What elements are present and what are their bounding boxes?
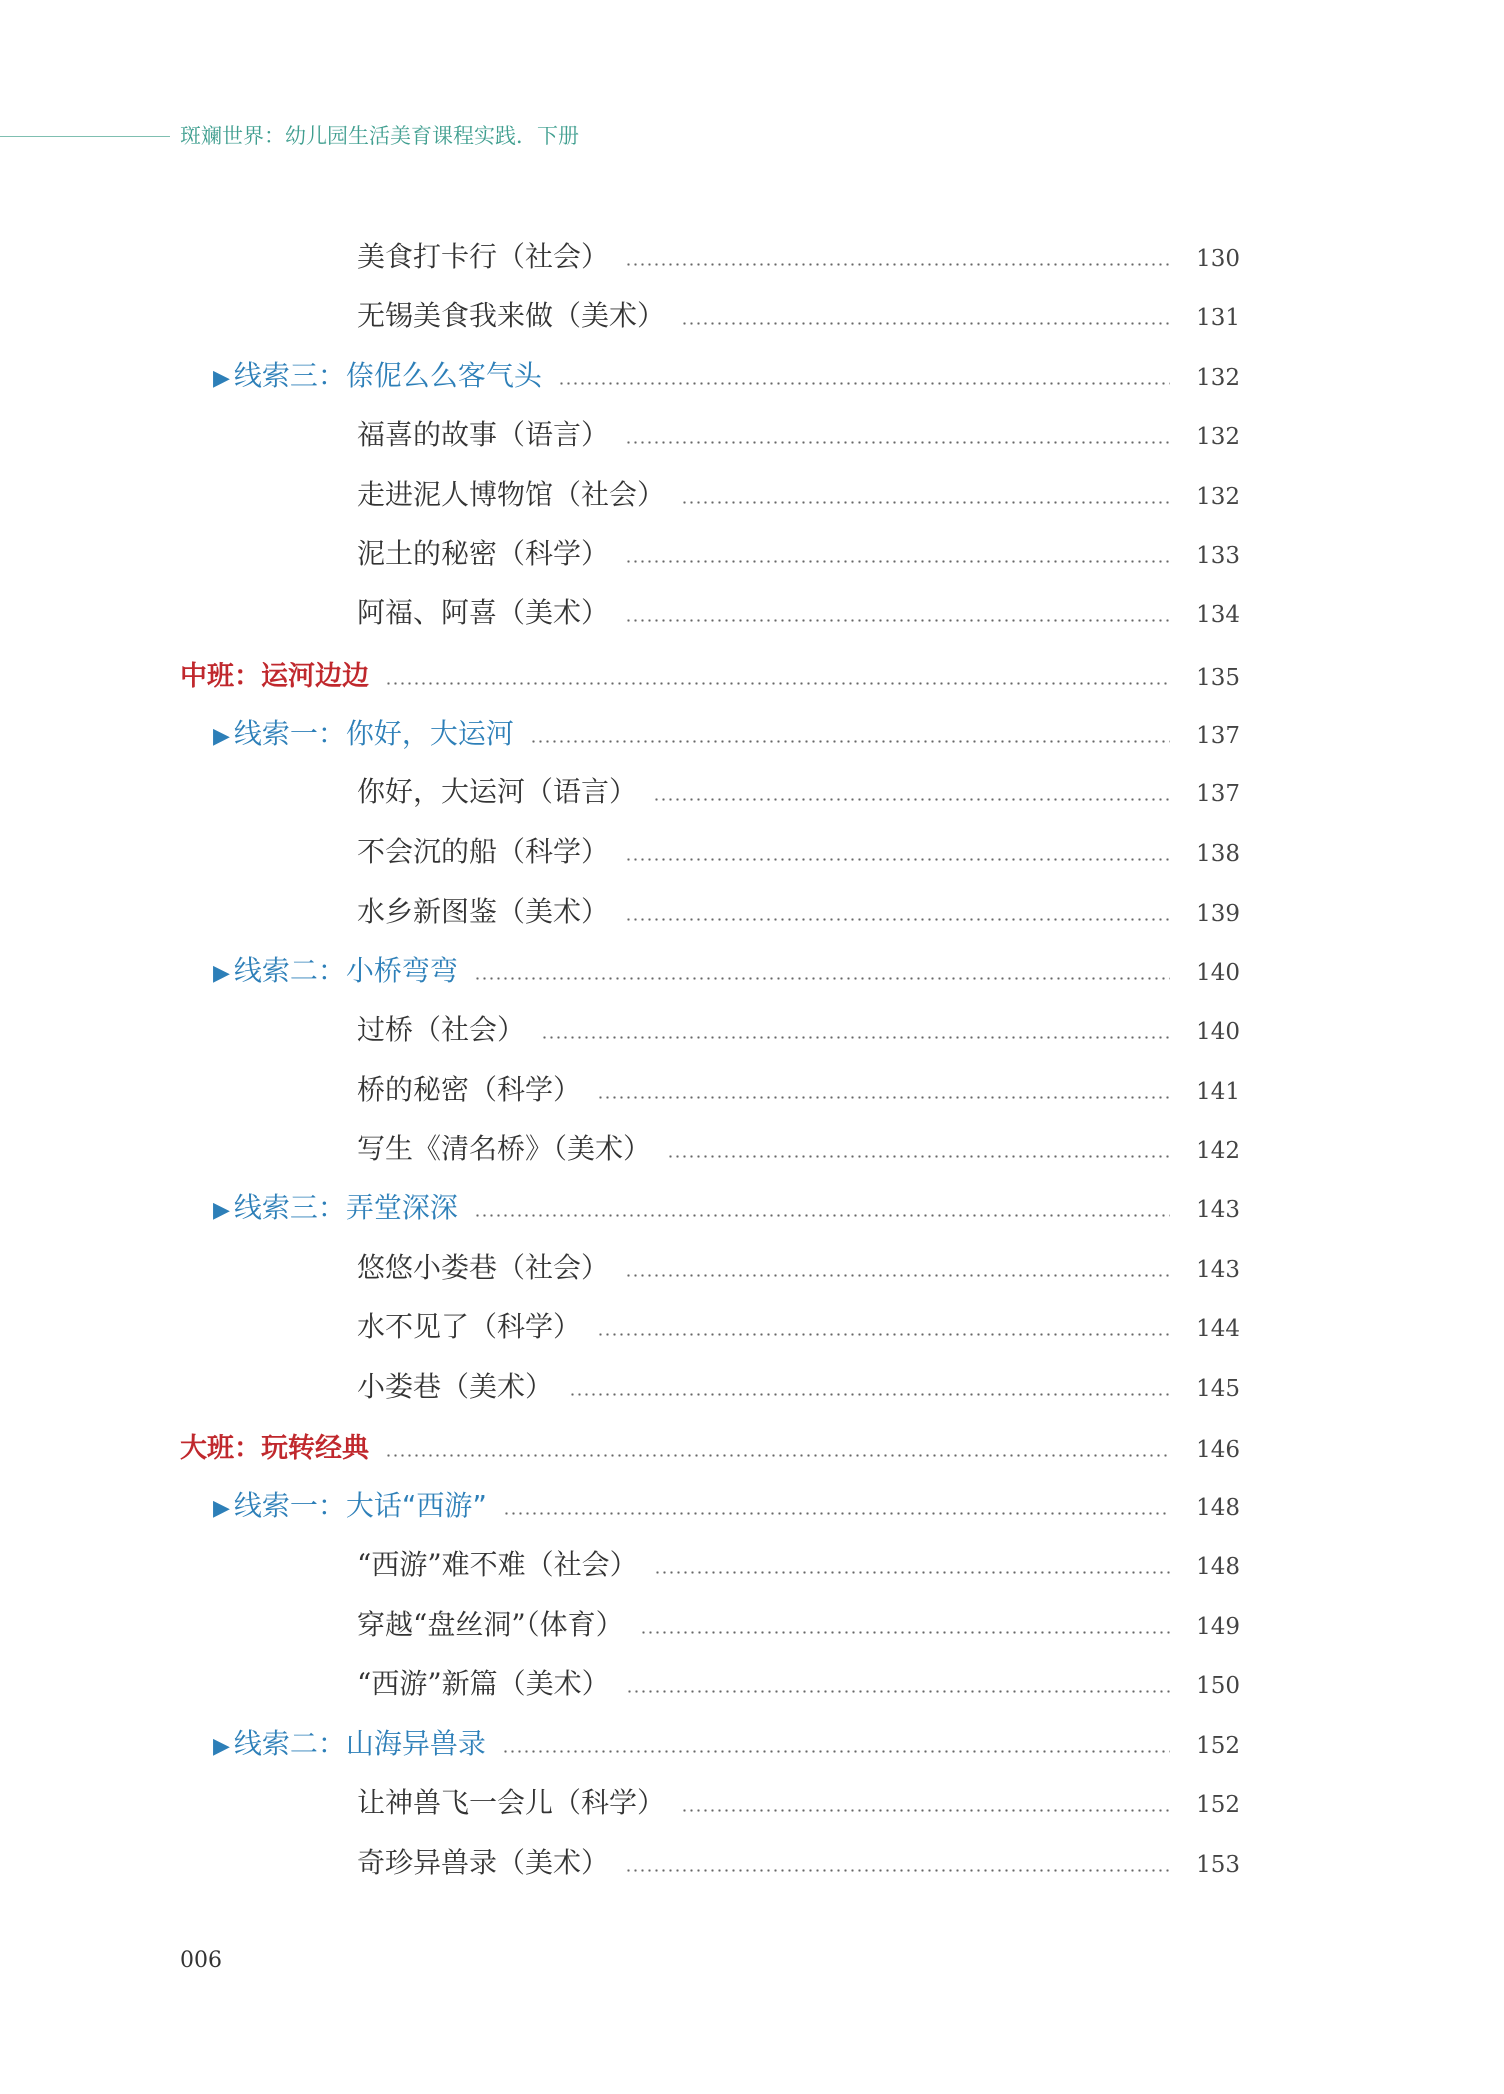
dot-leader: [681, 501, 1170, 504]
toc-entry-page: 143: [1196, 1257, 1240, 1283]
dot-leader: [474, 977, 1170, 980]
dot-leader: [385, 682, 1170, 685]
toc-thread-title: 线索一：你好，大运河: [233, 717, 514, 750]
toc-entry-title: 水不见了（科学）: [357, 1310, 582, 1343]
toc-entry[interactable]: [357, 1783, 1240, 1823]
dot-leader: [625, 441, 1170, 444]
triangle-marker-icon: ▶: [213, 1198, 230, 1223]
dot-leader: [569, 1393, 1170, 1396]
toc-entry-page: 150: [1196, 1673, 1240, 1699]
toc-entry-page: 143: [1196, 1197, 1240, 1223]
toc-entry[interactable]: [357, 1070, 1240, 1110]
triangle-marker-icon: ▶: [213, 1734, 230, 1759]
toc-entry-page: 148: [1196, 1554, 1240, 1580]
dot-leader: [654, 1571, 1170, 1574]
toc-entry-page: 137: [1196, 781, 1240, 807]
toc-entry-page: 134: [1196, 602, 1240, 628]
dot-leader: [625, 858, 1170, 861]
toc-entry-page: 140: [1196, 1019, 1240, 1045]
toc-entry[interactable]: [357, 1664, 1240, 1704]
toc-thread-title: 线索二：山海异兽录: [233, 1727, 486, 1760]
toc-entry[interactable]: [357, 1129, 1240, 1169]
dot-leader: [597, 1333, 1170, 1336]
toc-entry-title: 你好，大运河（语言）: [357, 775, 638, 808]
toc-entry[interactable]: [357, 1843, 1240, 1883]
toc-entry-title: 走进泥人博物馆（社会）: [357, 478, 666, 511]
toc-entry-page: 130: [1196, 246, 1240, 272]
toc-entry-title: 桥的秘密（科学）: [357, 1073, 582, 1106]
toc-entry[interactable]: [357, 772, 1240, 812]
toc-thread-title: 线索三：弄堂深深: [233, 1191, 458, 1224]
toc-entry-title: 写生《清名桥》（美术）: [357, 1132, 652, 1165]
toc-thread-heading[interactable]: [213, 714, 1240, 754]
dot-leader: [502, 1750, 1170, 1753]
toc-section-heading[interactable]: [180, 1429, 1240, 1469]
toc-entry-title: 过桥（社会）: [357, 1013, 526, 1046]
dot-leader: [503, 1512, 1170, 1515]
toc-entry-page: 140: [1196, 960, 1240, 986]
triangle-marker-icon: ▶: [213, 724, 230, 749]
toc-entry[interactable]: [357, 237, 1240, 277]
toc-entry-page: 148: [1196, 1495, 1240, 1521]
toc-entry-page: 141: [1196, 1079, 1240, 1105]
toc-entry-page: 132: [1196, 424, 1240, 450]
dot-leader: [625, 918, 1170, 921]
toc-entry[interactable]: [357, 593, 1240, 633]
toc-entry[interactable]: [357, 415, 1240, 455]
toc-entry-title: 美食打卡行（社会）: [357, 240, 610, 273]
toc-entry[interactable]: [357, 534, 1240, 574]
dot-leader: [653, 798, 1170, 801]
toc-thread-title: 线索一：大话“西游”: [233, 1489, 487, 1522]
toc-section-title: 中班：运河边边: [180, 661, 369, 692]
dot-leader: [625, 1869, 1170, 1872]
toc-entry-title: 水乡新图鉴（美术）: [357, 895, 610, 928]
toc-entry-title: 小娄巷（美术）: [357, 1370, 554, 1403]
dot-leader: [474, 1214, 1170, 1217]
toc-entry[interactable]: [357, 892, 1240, 932]
dot-leader: [681, 1809, 1170, 1812]
toc-entry[interactable]: [357, 1367, 1240, 1407]
toc-thread-title: 线索二：小桥弯弯: [233, 954, 458, 987]
toc-entry-page: 137: [1196, 723, 1240, 749]
toc-thread-heading[interactable]: [213, 1724, 1240, 1764]
toc-entry-title: 泥土的秘密（科学）: [357, 537, 610, 570]
dot-leader: [597, 1096, 1170, 1099]
toc-entry-page: 149: [1196, 1614, 1240, 1640]
toc-thread-heading[interactable]: [213, 1486, 1240, 1526]
toc-entry-title: 穿越“盘丝洞”（体育）: [357, 1608, 624, 1641]
toc-entry-page: 138: [1196, 841, 1240, 867]
toc-entry-page: 152: [1196, 1792, 1240, 1818]
toc-entry-title: 奇珍异兽录（美术）: [357, 1846, 610, 1879]
toc-entry-title: 阿福、阿喜（美术）: [357, 596, 610, 629]
toc-entry[interactable]: [357, 1545, 1240, 1585]
toc-entry-title: 悠悠小娄巷（社会）: [357, 1251, 610, 1284]
triangle-marker-icon: ▶: [213, 366, 230, 391]
toc-entry-title: 不会沉的船（科学）: [357, 835, 610, 868]
toc-entry-page: 153: [1196, 1852, 1240, 1878]
toc-entry-page: 142: [1196, 1138, 1240, 1164]
toc-entry[interactable]: [357, 1010, 1240, 1050]
toc-entry[interactable]: [357, 475, 1240, 515]
toc-thread-title: 线索三：倷伲么么客气头: [233, 359, 542, 392]
toc-entry-title: “西游”难不难（社会）: [357, 1548, 638, 1581]
toc-entry-page: 152: [1196, 1733, 1240, 1759]
toc-entry-page: 135: [1196, 665, 1240, 691]
toc-entry-page: 146: [1196, 1437, 1240, 1463]
toc-entry-title: “西游”新篇（美术）: [357, 1667, 610, 1700]
dot-leader: [667, 1155, 1170, 1158]
toc-entry-page: 132: [1196, 365, 1240, 391]
toc-thread-heading[interactable]: [213, 951, 1240, 991]
toc-thread-heading[interactable]: [213, 1188, 1240, 1228]
dot-leader: [625, 619, 1170, 622]
dot-leader: [625, 1274, 1170, 1277]
dot-leader: [385, 1454, 1170, 1457]
toc-entry-page: 133: [1196, 543, 1240, 569]
dot-leader: [681, 322, 1170, 325]
triangle-marker-icon: ▶: [213, 1496, 230, 1521]
dot-leader: [625, 560, 1170, 563]
toc-entry[interactable]: [357, 1605, 1240, 1645]
dot-leader: [640, 1631, 1170, 1634]
running-header: 斑斓世界：幼儿园生活美育课程实践．下册: [180, 124, 579, 148]
header-rule: [0, 136, 170, 137]
toc-entry-page: 131: [1196, 305, 1240, 331]
triangle-marker-icon: ▶: [213, 961, 230, 986]
toc-entry-page: 139: [1196, 901, 1240, 927]
toc-entry-title: 福喜的故事（语言）: [357, 418, 610, 451]
toc-entry[interactable]: [357, 1248, 1240, 1288]
dot-leader: [530, 740, 1170, 743]
toc-entry[interactable]: [357, 1307, 1240, 1347]
toc-entry-page: 144: [1196, 1316, 1240, 1342]
page-number: 006: [180, 1948, 222, 1973]
toc-entry-title: 无锡美食我来做（美术）: [357, 299, 666, 332]
dot-leader: [626, 1690, 1170, 1693]
toc-entry[interactable]: [357, 832, 1240, 872]
dot-leader: [558, 382, 1170, 385]
toc-entry-page: 132: [1196, 484, 1240, 510]
dot-leader: [541, 1036, 1170, 1039]
toc-entry-title: 让神兽飞一会儿（科学）: [357, 1786, 666, 1819]
toc-thread-heading[interactable]: [213, 356, 1240, 396]
toc-entry[interactable]: [357, 296, 1240, 336]
toc-entry-page: 145: [1196, 1376, 1240, 1402]
toc-section-heading[interactable]: [180, 657, 1240, 697]
dot-leader: [625, 263, 1170, 266]
toc-section-title: 大班：玩转经典: [180, 1433, 369, 1464]
